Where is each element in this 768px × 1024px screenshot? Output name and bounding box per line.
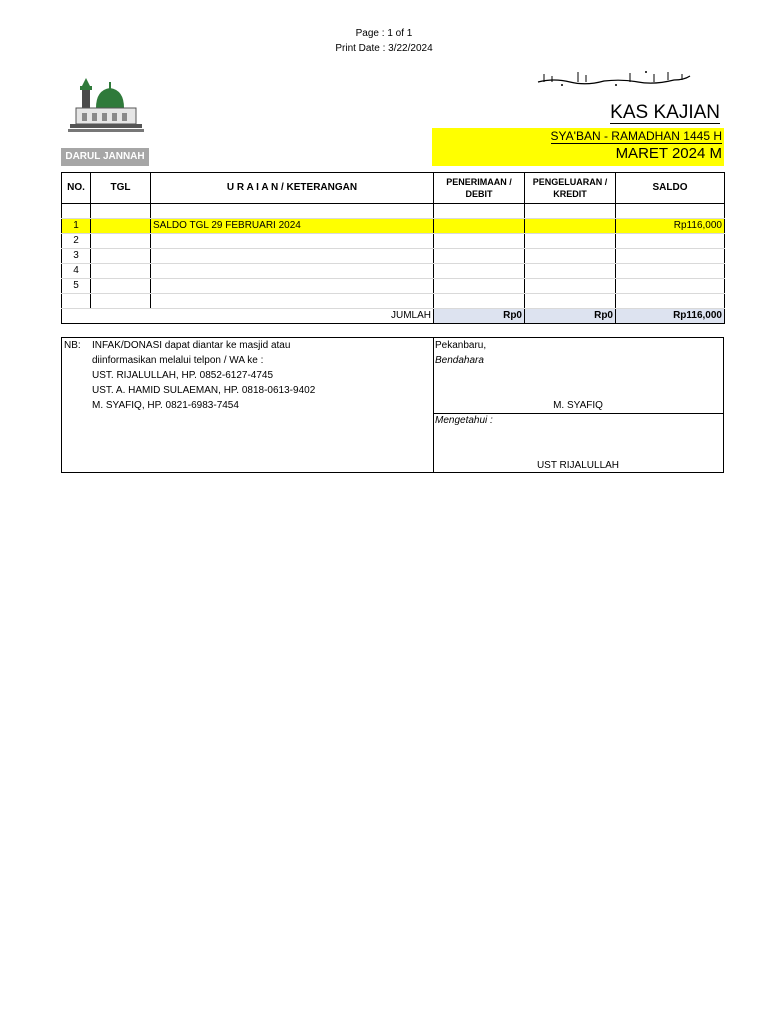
cell-tgl: [91, 279, 151, 294]
table-row: [62, 264, 725, 279]
cell-tgl: [91, 264, 151, 279]
cell-saldo: [616, 234, 725, 249]
cell-no: 3: [62, 249, 91, 264]
cell-kredit: [525, 234, 616, 249]
total-row: [62, 309, 725, 324]
table-spacer-row: [62, 204, 725, 219]
cell-debit: [434, 234, 525, 249]
cell-debit: [434, 264, 525, 279]
cell-uraian: [151, 279, 434, 294]
table-row: [62, 234, 725, 249]
header-penerimaan: PENERIMAAN / DEBIT: [434, 173, 525, 204]
header-tgl: TGL: [91, 173, 151, 204]
cell-tgl: [91, 219, 151, 234]
notes-line: diinformasikan melalui telpon / WA ke :: [92, 355, 264, 366]
cell-no: 2: [62, 234, 91, 249]
hijri-period: SYA'BAN - RAMADHAN 1445 H: [550, 129, 722, 143]
table-empty-row: [62, 294, 725, 309]
header-saldo: SALDO: [616, 173, 725, 204]
signature-role-treasurer: Bendahara: [435, 355, 484, 366]
signature-role-acknowledged: Mengetahui :: [435, 415, 493, 426]
notes-line: UST. RIJALULLAH, HP. 0852-6127-4745: [92, 370, 274, 381]
cell-kredit: [525, 264, 616, 279]
cell-uraian: [151, 234, 434, 249]
table-row: [62, 279, 725, 294]
gregorian-period: MARET 2024 M: [615, 145, 722, 162]
header-pengeluaran: PENGELUARAN / KREDIT: [525, 173, 616, 204]
cell-no: 5: [62, 279, 91, 294]
total-saldo: Rp116,000: [616, 309, 725, 324]
cell-kredit: [525, 249, 616, 264]
cell-saldo: Rp116,000: [616, 219, 725, 234]
cell-kredit: [525, 219, 616, 234]
table-row: [62, 219, 725, 234]
footer-section: [61, 337, 724, 473]
cell-saldo: [616, 249, 725, 264]
cell-uraian: SALDO TGL 29 FEBRUARI 2024: [151, 219, 434, 234]
table-header-row: [62, 173, 725, 204]
signature-panel: [433, 338, 723, 472]
header-no: NO.: [62, 173, 91, 204]
document-title: KAS KAJIAN: [610, 102, 720, 123]
notes-line: M. SYAFIQ, HP. 0821-6983-7454: [92, 400, 239, 411]
signature-name-treasurer: M. SYAFIQ: [553, 400, 603, 411]
cell-no: 4: [62, 264, 91, 279]
cell-uraian: [151, 249, 434, 264]
print-date: Print Date : 3/22/2024: [335, 43, 433, 54]
table-row: [62, 249, 725, 264]
mosque-logo-icon: [66, 78, 144, 136]
cell-tgl: [91, 249, 151, 264]
org-badge: DARUL JANNAH: [61, 148, 149, 166]
cell-saldo: [616, 279, 725, 294]
cell-debit: [434, 219, 525, 234]
total-kredit: Rp0: [525, 309, 616, 324]
cell-kredit: [525, 279, 616, 294]
cell-no: 1: [62, 219, 91, 234]
ledger-table: [61, 172, 725, 324]
cell-tgl: [91, 234, 151, 249]
cell-debit: [434, 279, 525, 294]
header-uraian: U R A I A N / KETERANGAN: [151, 173, 434, 204]
total-label: JUMLAH: [62, 309, 434, 324]
total-debit: Rp0: [434, 309, 525, 324]
signature-place: Pekanbaru,: [435, 340, 487, 351]
cell-debit: [434, 249, 525, 264]
cell-saldo: [616, 264, 725, 279]
notes-line: INFAK/DONASI dapat diantar ke masjid atau: [92, 340, 291, 351]
page-indicator: Page : 1 of 1: [355, 28, 413, 39]
signature-name-acknowledged: UST RIJALULLAH: [536, 460, 620, 471]
notes-prefix: NB:: [64, 340, 81, 351]
signature-divider: [433, 413, 723, 414]
notes-line: UST. A. HAMID SULAEMAN, HP. 0818-0613-9402: [92, 385, 316, 396]
cell-uraian: [151, 264, 434, 279]
notes-panel: [62, 338, 434, 472]
bismillah-calligraphy-icon: [534, 68, 694, 88]
